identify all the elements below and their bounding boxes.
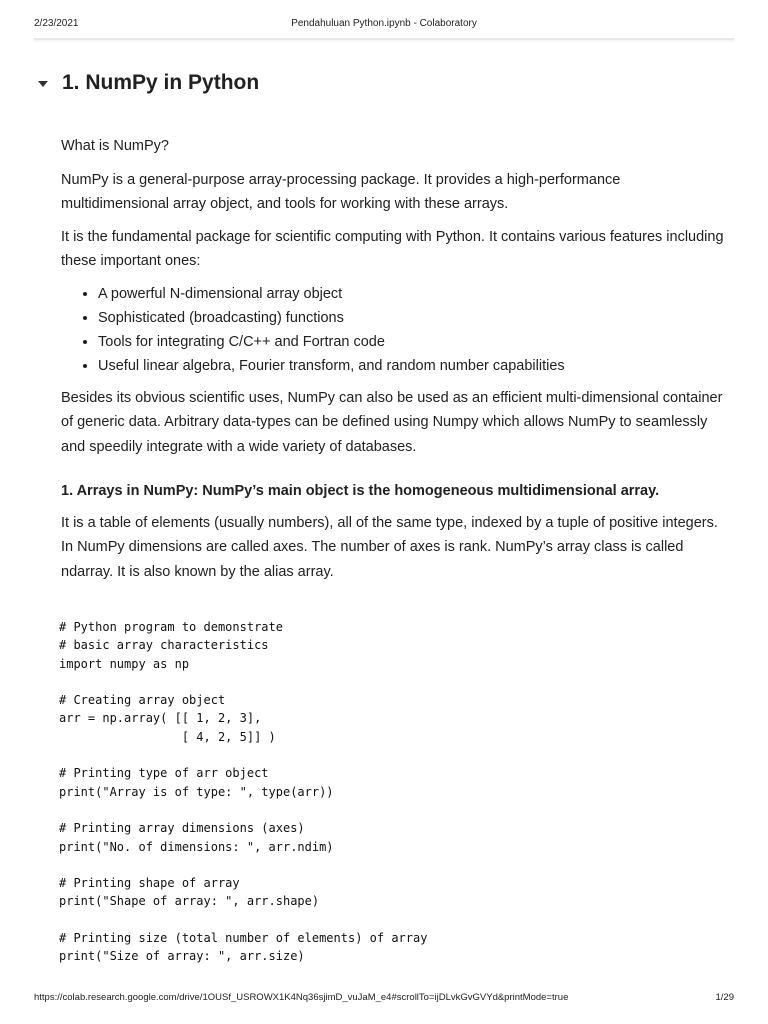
- code-line: # Creating array object: [59, 693, 226, 708]
- subheading-arrays: 1. Arrays in NumPy: NumPy’s main object is the homogeneous multidimensional array.: [61, 483, 660, 499]
- code-line: [59, 746, 731, 764]
- print-footer: [34, 992, 734, 1006]
- print-header: [34, 18, 734, 32]
- list-item: • Tools for integrating C/C++ and Fortran code: [98, 330, 731, 354]
- code-line: # Python program to demonstrate: [59, 620, 283, 634]
- code-line: arr = np.array( [[ 1, 2, 3],: [59, 711, 262, 726]
- list-item: • A powerful N-dimensional array object: [98, 282, 731, 306]
- print-date: 2/23/2021: [34, 18, 79, 29]
- page-number: 1/29: [715, 992, 734, 1003]
- code-line: # Printing type of arr object: [59, 766, 269, 781]
- header-divider: [34, 38, 734, 40]
- code-line: print("Array is of type: ", type(arr)): [59, 784, 334, 799]
- code-line: # Printing array dimensions (axes): [59, 821, 305, 836]
- code-line: # Printing size (total number of elements) of array: [59, 931, 428, 946]
- paragraph-uses: Besides its obvious scientific uses, NumPy can also be used as an efficient multi-dimensional container of generic data. Arbitrary data-types can be defined using Numpy which allows NumPy to seamlessly and speedily integrate with a wide variety of databases.: [61, 389, 723, 455]
- code-line: import numpy as np: [59, 656, 190, 671]
- feature-list: [61, 282, 731, 378]
- print-title: Pendahuluan Python.ipynb - Colaboratory: [291, 18, 477, 29]
- code-line: # Printing shape of array: [59, 876, 240, 891]
- code-line: [59, 856, 731, 874]
- text-cell: [61, 134, 731, 966]
- section-heading[interactable]: [38, 68, 259, 98]
- list-item: • Sophisticated (broadcasting) functions: [98, 306, 731, 330]
- section-title: 1. NumPy in Python: [62, 71, 260, 94]
- code-line: [59, 911, 731, 929]
- list-item: • Useful linear algebra, Fourier transform, and random number capabilities: [98, 354, 731, 378]
- code-cell[interactable]: [59, 618, 731, 966]
- paragraph-fundamental: It is the fundamental package for scientific computing with Python. It contains various features including these important ones:: [61, 228, 724, 269]
- code-line: [ 4, 2, 5]] ): [59, 729, 276, 744]
- paragraph-arrays: It is a table of elements (usually numbers), all of the same type, indexed by a tuple of positive integers. In NumPy dimensions are called axes. The number of axes is rank. NumPy’s array class is called ndarray. It is also known by the alias array.: [61, 514, 718, 580]
- code-line: print("No. of dimensions: ", arr.ndim): [59, 839, 334, 854]
- paragraph-intro: NumPy is a general-purpose array-processing package. It provides a high-performance multidimensional array object, and tools for working with these arrays.: [61, 171, 621, 212]
- code-line: [59, 801, 731, 819]
- code-line: # basic array characteristics: [59, 638, 269, 653]
- question-text: What is NumPy?: [61, 138, 169, 154]
- print-url: https://colab.research.google.com/drive/1OUSf_USROWX1K4Nq36sjimD_vuJaM_e4#scrollTo=ijDLvkGvGVYd&printMode=true: [34, 992, 569, 1003]
- code-line: [59, 673, 731, 691]
- caret-down-icon[interactable]: [38, 81, 48, 87]
- code-line: print("Size of array: ", arr.size): [59, 949, 305, 964]
- code-line: print("Shape of array: ", arr.shape): [59, 894, 320, 909]
